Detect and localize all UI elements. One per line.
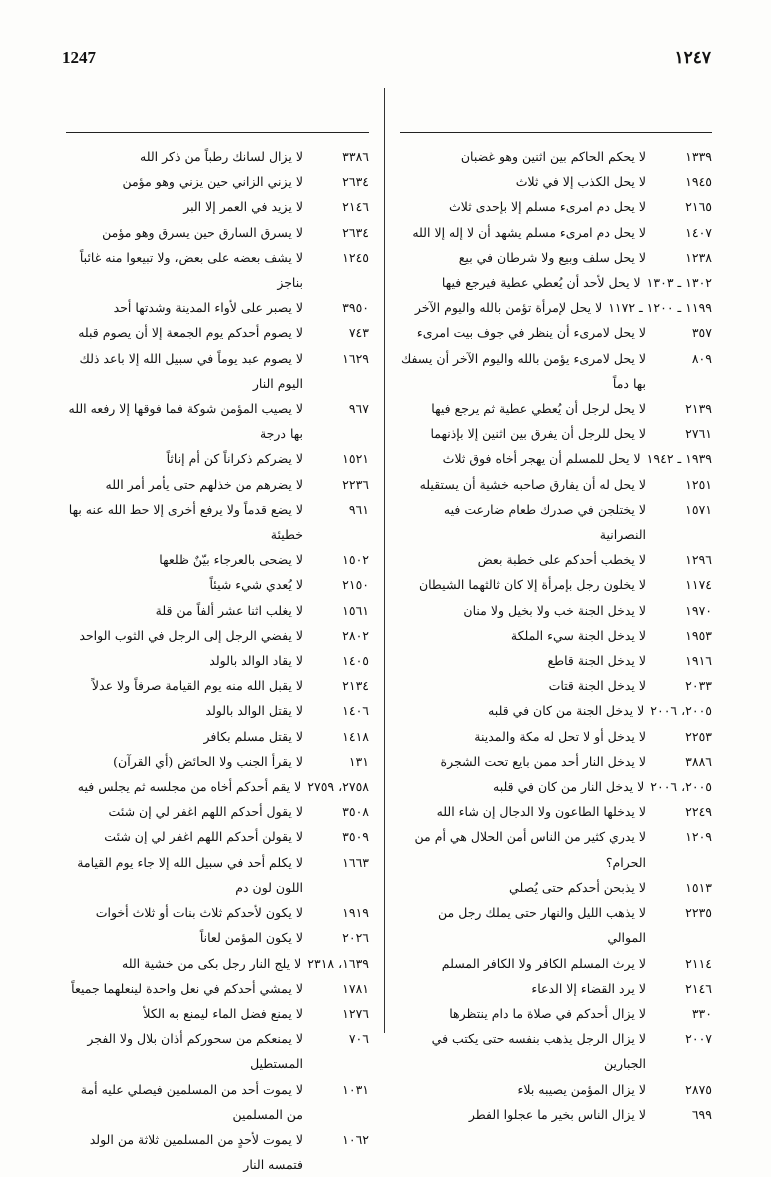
entry-number: ١٥٢١ — [342, 451, 369, 467]
entry-number: ٦٩٩ — [691, 1106, 712, 1122]
entry-text: لا يرد القضاء إلا الدعاء — [531, 980, 646, 996]
entry-text: لا يزال الرجل يذهب بنفسه حتى يكتب في الجبارين — [431, 1031, 646, 1072]
entry-number: ١٢٣٨ — [685, 249, 712, 265]
index-column-left — [66, 144, 369, 1177]
entry-number: ٣٣٨٦ — [342, 149, 369, 164]
entry-text: لا يصوم عبد يوماً في سبيل الله إلا باعد ذلك اليوم النار — [79, 350, 303, 391]
entry-number: ١٤٠٧ — [685, 224, 712, 240]
entry-text: لا يحل لامرىء يؤمن بالله واليوم الآخر أن يسفك بها دماً — [400, 350, 646, 391]
index-entry — [400, 446, 712, 471]
entry-text: لا يضحى بالعرجاء بيّنٌ ظلعها — [159, 552, 303, 568]
entry-text: لا يفضي الرجل إلى الرجل في الثوب الواحد — [79, 627, 303, 643]
index-entry — [66, 724, 369, 749]
entry-number: ٢٢٣٥ — [685, 905, 712, 921]
index-entry — [66, 295, 369, 320]
entry-number: ١٧٨١ — [342, 980, 369, 996]
index-entry — [400, 900, 712, 950]
entry-text: لا يموت أحد من المسلمين فيصلي عليه أمة من المسلمين — [80, 1081, 303, 1122]
entry-number: ٢٧٥٨، ٢٧٥٩ — [307, 779, 369, 795]
entry-text: لا يكون لأحدكم ثلاث بنات أو ثلاث أخوات — [95, 905, 303, 921]
entry-text: لا يشف بعضه على بعض، ولا تبيعوا منه غائباً بناجز — [79, 249, 303, 291]
index-entry — [400, 976, 712, 1001]
entry-number: ٣٩٥٠ — [342, 300, 369, 316]
entry-number: ١٩٥٣ — [685, 627, 712, 643]
entry-text: لا يقاد الوالد بالولد — [209, 653, 303, 669]
entry-text: لا يحل لإمرأة تؤمن بالله واليوم الآخر — [414, 300, 603, 316]
entry-number: ١٤١٨ — [342, 728, 369, 744]
entry-text: لا يدخل الجنة خب ولا بخيل ولا منان — [463, 602, 646, 618]
index-entry — [400, 245, 712, 270]
entry-number: ١٥٦١ — [342, 602, 369, 618]
column-divider — [384, 88, 385, 1033]
entry-number: ٢١٣٩ — [685, 401, 712, 417]
index-entry — [400, 724, 712, 749]
entry-number: ٢٨٠٢ — [342, 627, 369, 643]
header-rule-left — [66, 132, 369, 133]
index-entry — [400, 497, 712, 547]
entry-number: ١٥٧١ — [685, 501, 712, 517]
entry-number: ٩٦٧ — [348, 401, 369, 417]
entry-number: ٢٠٠٥، ٢٠٠٦ — [650, 703, 712, 719]
entry-number: ١٢٥١ — [685, 476, 712, 492]
index-entry — [66, 824, 369, 849]
index-entry — [66, 900, 369, 925]
index-entry — [66, 194, 369, 219]
index-entry — [400, 1001, 712, 1026]
index-entry — [400, 220, 712, 245]
index-entry — [66, 951, 369, 976]
entry-number: ٢٧٦١ — [685, 426, 712, 442]
entry-number: ٢٢٤٩ — [685, 804, 712, 820]
entry-number: ٨٠٩ — [691, 350, 712, 366]
entry-text: لا يختلجن في صدرك طعام ضارعت فيه النصرانية — [443, 501, 646, 543]
entry-text: لا يدري كثير من الناس أمن الحلال هي أم من الحرام؟ — [414, 829, 646, 870]
entry-text: لا يدخل الجنة قتات — [548, 678, 646, 694]
entry-text: لا يمنعكم من سحوركم أذان بلال ولا الفجر المستطيل — [87, 1031, 303, 1072]
entry-text: لا يحل للمسلم أن يهجر أخاه فوق ثلاث — [442, 451, 641, 467]
entry-number: ٢١٣٤ — [342, 678, 369, 694]
entry-text: لا يذبحن أحدكم حتى يُصلي — [509, 879, 646, 895]
entry-text: لا يكلم أحد في سبيل الله إلا جاء يوم القيامة اللون لون دم — [77, 854, 303, 895]
entry-number: ١٦٦٣ — [342, 854, 369, 870]
page-number-arabic: ١٢٤٧ — [674, 48, 711, 67]
entry-number: ٣٥٠٨ — [342, 804, 369, 820]
index-entry — [400, 875, 712, 900]
entry-text: لا يغلب اثنا عشر ألفاً من قلة — [155, 602, 303, 618]
index-entry — [400, 295, 712, 320]
entry-number: ٢٢٥٣ — [685, 728, 712, 744]
index-entry — [66, 698, 369, 723]
index-entry — [400, 572, 712, 597]
index-entry — [66, 925, 369, 950]
index-entry — [66, 774, 369, 799]
entry-number: ٧٠٦ — [348, 1031, 369, 1047]
index-entry — [66, 547, 369, 572]
entry-text: لا يرث المسلم الكافر ولا الكافر المسلم — [441, 955, 646, 971]
index-entry — [66, 673, 369, 698]
entry-text: لا يلج النار رجل بكى من خشية الله — [122, 955, 302, 971]
entry-text: لا يدخل الجنة قاطع — [547, 653, 646, 669]
entry-text: لا يصيب المؤمن شوكة فما فوقها إلا رفعه الله بها درجة — [68, 401, 303, 442]
index-entry — [400, 1026, 712, 1076]
entry-text: لا يسرق السارق حين يسرق وهو مؤمن — [102, 224, 303, 240]
entry-text: لا يضركم ذكراناً كن أم إناثاً — [166, 451, 303, 467]
entry-number: ٢٠٢٦ — [342, 930, 369, 946]
index-entry — [400, 648, 712, 673]
index-entry — [66, 976, 369, 1001]
entry-text: لا يحل الكذب إلا في ثلاث — [515, 174, 646, 190]
entry-text: لا يحكم الحاكم بين اثنين وهو غضبان — [460, 149, 646, 164]
index-entry — [400, 598, 712, 623]
entry-number: ٢١٦٥ — [685, 199, 712, 215]
index-entry — [400, 270, 712, 295]
entry-text: لا يضرهم من خذلهم حتى يأمر أمر الله — [105, 476, 303, 492]
entry-number: ٢٦٣٤ — [342, 224, 369, 240]
entry-number: ١٩١٦ — [685, 653, 712, 669]
index-entry — [400, 774, 712, 799]
entry-text: لا يحل لرجل أن يُعطي عطية ثم يرجع فيها — [431, 401, 646, 417]
entry-number: ١٥٠٢ — [342, 552, 369, 568]
index-entry — [66, 799, 369, 824]
entry-text: لا يحل للرجل أن يفرق بين اثنين إلا بإذنهما — [430, 426, 646, 442]
index-entry — [400, 824, 712, 874]
entry-number: ٢٢٣٦ — [342, 476, 369, 492]
entry-text: لا يموت لأحدٍ من المسلمين ثلاثة من الولد فتمسه النار — [89, 1131, 303, 1173]
entry-text: لا يحل لأحد أن يُعطي عطية فيرجع فيها — [441, 275, 641, 291]
entry-number: ٢٠٠٥، ٢٠٠٦ — [650, 779, 712, 795]
entry-text: لا يكون المؤمن لعاناً — [199, 930, 303, 946]
entry-text: لا يخلون رجل بإمرأة إلا كان ثالثهما الشيطان — [418, 577, 646, 593]
entry-text: لا يقتل مسلم بكافر — [203, 728, 303, 744]
entry-number: ١١٩٩ ـ ١٢٠٠ ـ ١١٧٢ — [608, 300, 712, 316]
entry-number: ١٥١٣ — [685, 879, 712, 895]
index-entry — [66, 497, 369, 547]
header-rule-right — [400, 132, 712, 133]
entry-number: ٢١٥٠ — [342, 577, 369, 593]
entry-number: ١٤٠٦ — [342, 703, 369, 719]
entry-number: ٩٦١ — [348, 501, 369, 517]
entry-text: لا يحل سلف وبيع ولا شرطان في بيع — [458, 249, 646, 265]
index-entry — [400, 1077, 712, 1102]
entry-text: لا يمشي أحدكم في نعل واحدة لينعلهما جميعاً — [71, 980, 303, 996]
entry-number: ٣٣٠ — [691, 1005, 712, 1021]
entry-number: ١٦٣٩، ٢٣١٨ — [307, 955, 369, 971]
entry-number: ١٠٦٢ — [342, 1131, 369, 1147]
entry-number: ١٢٤٥ — [342, 249, 369, 265]
index-entry — [66, 1001, 369, 1026]
page-number-latin: 1247 — [62, 48, 96, 67]
index-entry — [400, 951, 712, 976]
index-entry — [66, 850, 369, 900]
entry-text: لا يزال لسانك رطباً من ذكر الله — [140, 149, 303, 164]
index-entry — [66, 648, 369, 673]
entry-text: لا يقول أحدكم اللهم اغفر لي إن شئت — [108, 804, 303, 820]
entry-text: لا يصوم أحدكم يوم الجمعة إلا أن يصوم قبله — [78, 325, 303, 341]
index-entry — [66, 346, 369, 396]
index-entry — [400, 623, 712, 648]
entry-number: ٢٠٣٣ — [685, 678, 712, 694]
index-entry — [66, 572, 369, 597]
entry-number: ١٤٠٥ — [342, 653, 369, 669]
entry-text: لا يحل دم امرىء مسلم يشهد أن لا إله إلا الله — [412, 224, 646, 240]
entry-number: ١٢٠٩ — [685, 829, 712, 845]
entry-number: ٣٥٧ — [691, 325, 712, 341]
entry-number: ٢١٤٦ — [685, 980, 712, 996]
index-entry — [66, 446, 369, 471]
entry-text: لا يقم أحدكم أخاه من مجلسه ثم يجلس فيه — [77, 779, 302, 795]
index-entry — [66, 1077, 369, 1127]
index-entry — [66, 1026, 369, 1076]
index-entry — [400, 421, 712, 446]
entry-number: ٣٨٨٦ — [685, 753, 712, 769]
entry-text: لا يزني الزاني حين يزني وهو مؤمن — [122, 174, 303, 190]
index-entry — [66, 396, 369, 446]
entry-text: لا يخطب أحدكم على خطبة بعض — [477, 552, 646, 568]
entry-number: ٢٨٧٥ — [685, 1081, 712, 1097]
entry-number: ١٣٠٢ ـ ١٣٠٣ — [646, 275, 712, 291]
entry-text: لا يقرأ الجنب ولا الحائض (أي القرآن) — [113, 753, 303, 769]
entry-text: لا يحل له أن يفارق صاحبه خشية أن يستقيله — [419, 476, 646, 492]
entry-text: لا يزال المؤمن يصيبه بلاء — [517, 1081, 646, 1097]
entry-number: ١٦٢٩ — [342, 350, 369, 366]
entry-number: ٢١٤٦ — [342, 199, 369, 215]
index-entry — [66, 144, 369, 169]
index-entry — [66, 220, 369, 245]
entry-text: لا يقتل الوالد بالولد — [205, 703, 303, 719]
index-entry — [66, 598, 369, 623]
entry-text: لا يمنع فضل الماء ليمنع به الكلأ — [143, 1005, 303, 1021]
entry-number: ١٩٧٠ — [685, 602, 712, 618]
index-entry — [400, 799, 712, 824]
entry-text: لا يُعدي شيء شيئاً — [209, 577, 303, 593]
entry-number: ٧٤٣ — [348, 325, 369, 341]
index-entry — [400, 749, 712, 774]
entry-text: لا يزال الناس بخير ما عجلوا الفطر — [468, 1106, 646, 1122]
index-entry — [66, 169, 369, 194]
entry-text: لا يدخل أو لا تحل له مكة والمدينة — [474, 728, 646, 744]
index-entry — [400, 472, 712, 497]
index-entry — [400, 320, 712, 345]
entry-number: ١٣٣٩ — [685, 149, 712, 164]
index-entry — [400, 547, 712, 572]
entry-text: لا يضع قدماً ولا يرفع أخرى إلا حط الله عنه بها خطيئة — [68, 501, 303, 543]
index-entry — [66, 749, 369, 774]
index-entry — [66, 1127, 369, 1177]
entry-text: لا يدخل الجنة سيء الملكة — [510, 627, 646, 643]
entry-text: لا يزيد في العمر إلا البر — [183, 199, 303, 215]
index-entry — [400, 396, 712, 421]
entry-number: ١٩١٩ — [342, 905, 369, 921]
entry-number: ٢٦٣٤ — [342, 174, 369, 190]
entry-number: ٢١١٤ — [685, 955, 712, 971]
index-entry — [66, 472, 369, 497]
entry-text: لا يدخلها الطاعون ولا الدجال إن شاء الله — [436, 804, 646, 820]
entry-number: ١٢٩٦ — [685, 552, 712, 568]
index-entry — [66, 320, 369, 345]
entry-text: لا يدخل الجنة من كان في قلبه — [488, 703, 645, 719]
index-entry — [400, 346, 712, 396]
index-entry — [400, 1102, 712, 1127]
entry-text: لا يحل لامرىء أن ينظر في جوف بيت امرىء — [416, 325, 646, 341]
index-column-right — [400, 144, 712, 1127]
entry-text: لا يحل دم امرىء مسلم إلا بإحدى ثلاث — [449, 199, 646, 215]
entry-text: لا يذهب الليل والنهار حتى يملك رجل من الموالي — [438, 905, 646, 946]
entry-number: ٣٥٠٩ — [342, 829, 369, 845]
entry-number: ١٩٤٥ — [685, 174, 712, 190]
entry-number: ٢٠٠٧ — [685, 1031, 712, 1047]
entry-text: لا يصبر على لأواء المدينة وشدتها أحد — [113, 300, 303, 316]
entry-number: ١٣١ — [348, 753, 369, 769]
index-entry — [400, 144, 712, 169]
index-entry — [400, 194, 712, 219]
entry-text: لا يدخل النار أحد ممن بايع تحت الشجرة — [440, 753, 646, 769]
index-entry — [400, 673, 712, 698]
entry-number: ١٩٣٩ ـ ١٩٤٢ — [646, 451, 712, 467]
index-entry — [400, 169, 712, 194]
entry-text: لا يزال أحدكم في صلاة ما دام ينتظرها — [449, 1005, 646, 1021]
entry-number: ١١٧٤ — [685, 577, 712, 593]
entry-text: لا يقبل الله منه يوم القيامة صرفاً ولا عدلاً — [91, 678, 303, 694]
entry-text: لا يقولن أحدكم اللهم اغفر لي إن شئت — [104, 829, 303, 845]
index-entry — [66, 245, 369, 295]
index-entry — [400, 698, 712, 723]
entry-text: لا يدخل النار من كان في قلبه — [493, 779, 645, 795]
index-entry — [66, 623, 369, 648]
entry-number: ١٠٣١ — [342, 1081, 369, 1097]
entry-number: ١٢٧٦ — [342, 1005, 369, 1021]
